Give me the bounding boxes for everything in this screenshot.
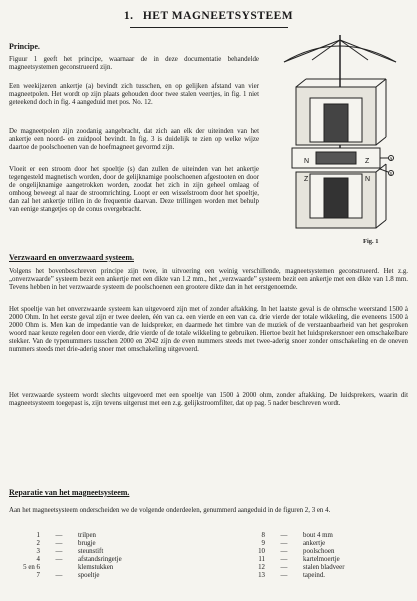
upper-magnet-drawing bbox=[296, 79, 386, 145]
list-item: 2 — brugje bbox=[36, 540, 96, 548]
pole-label-n-right: N bbox=[365, 176, 371, 183]
page-title bbox=[0, 10, 417, 22]
section-heading-reparatie: Reparatie van het magneetsysteem. bbox=[9, 488, 130, 497]
section-heading-principe: Principe. bbox=[9, 42, 40, 51]
list-item: 5 en 6 klemstukken bbox=[23, 564, 114, 572]
title-underline bbox=[130, 27, 288, 28]
list-item: 10 — poolschoen bbox=[258, 548, 335, 556]
parts-column-right bbox=[237, 532, 345, 581]
lower-magnet-drawing bbox=[296, 164, 386, 228]
label-s: s bbox=[389, 171, 392, 177]
list-item: 8 — bout 4 mm bbox=[261, 532, 333, 539]
list-item: 4 — afstandsringetje bbox=[36, 556, 122, 564]
pole-label-n-left: N bbox=[304, 158, 310, 165]
chapter-number: 1. bbox=[123, 10, 134, 22]
paragraph: De magneetpolen zijn zoodanig aangebracht, dat zich aan elk der uiteinden van het ankertje een noord- en zuidpool bevindt. In fig. 3 is duidelijk te zien op welke wijze daartoe de poolschoenen van de hoefmagneet gevormd zijn. bbox=[9, 128, 259, 152]
paragraph: Het spoeltje van het onverzwaarde systeem kan uitgevoerd zijn met of zonder aftakking. In het laatste geval is de ohmsche weerstand 1500 à 2000 Ohm. In het eerste geval zijn er twee deelen, één van ca. een vierde en een van ca. drie vierde der totale wikkeling, die eveneens 1500 à 2000 Ohm is. Men kan de impedantie van de luidspreker, en daarmede het timbre van de muziek of de verstaanbaarheid van het gesproken woord naar keuze regelen door een vierde, drie vierde of de totale wikkeling te gebruiken. Hiertoe bezit het luidsprekersnoer een omschakelbare stekker. Van de typenummers tusschen 2000 en 2042 zijn de even nummers steeds met twee-aderig snoer zonder omschakeling en de oneven nummers steeds met drie-aderig snoer met omschakeling uitgevoerd. bbox=[9, 306, 408, 354]
list-item: 9 — ankertje bbox=[261, 540, 326, 548]
paragraph: Aan het magneetsysteem onderscheiden we de volgende onderdeelen, genummerd aangeduid in de figuren 2, 3 en 4. bbox=[9, 507, 331, 514]
list-item: 11 — kartelmoertje bbox=[258, 556, 340, 564]
paragraph: Een weekijzeren ankertje (a) bevindt zich tusschen, en op gelijken afstand van vier magneetpolen. Het wordt op zijn plaats gehouden door twee stalen veertjes, in fig. 1 niet geteekend doch in fig. 4 aangeduid met pos. No. 12. bbox=[9, 83, 259, 107]
list-item: 7 — spoeltje bbox=[36, 572, 100, 580]
list-item: 3 — steunstift bbox=[36, 548, 104, 556]
list-item: 12 — stalen bladveer bbox=[258, 564, 345, 572]
section-heading-verzwaard: Verzwaard en onverzwaard systeem. bbox=[9, 253, 135, 262]
figure-caption: Fig. 1 bbox=[363, 238, 379, 245]
magnet-system-figure bbox=[264, 32, 414, 262]
list-item: 1 — trilpen bbox=[36, 532, 96, 539]
label-a: a bbox=[389, 156, 393, 163]
pole-label-z-right: Z bbox=[304, 176, 309, 183]
pole-label-z-left: Z bbox=[365, 158, 370, 165]
list-item: 13 — tapeind. bbox=[258, 572, 326, 580]
paragraph: Vloeit er een stroom door het spoeltje (s) dan zullen de uiteinden van het ankertje tegengesteld magnetisch worden, door de gelijknamige poolschoenen afgestooten en door de ongelijknamige aangetrokken worden, zoodat het zich in zijn geheel omlaag of omhoog beweegt al naar de stroomrichting. Loopt er een wisselstroom door het spoeltje, dan zal het ankertje trillen in de frequentie daarvan. Deze trillingen worden met behulp van eenige stangetjes op de conus overgebracht. bbox=[9, 166, 259, 214]
parts-column-left bbox=[12, 532, 122, 581]
paragraph: Figuur 1 geeft het principe, waarnaar de in deze documentatie behandelde magneetsystemen geconstrueerd zijn. bbox=[9, 56, 259, 72]
paragraph: Volgens het bovenbeschreven principe zijn twee, in uitvoering een weinig verschillende, magneetsystemen geconstrueerd. Het z.g. „onverzwaarde” systeem bezit een ankertje met een dikte van 1.2 mm., het „verzwaarde” systeem bezit een ankertje met een dikte van 1.8 mm. Tevens hebben in het verzwaarde systeem de poolschoenen een grootere dikte dan in het eerstgenoemde. bbox=[9, 268, 408, 292]
paragraph: Het verzwaarde systeem wordt slechts uitgevoerd met een spoeltje van 1500 à 2000 ohm, zonder aftakking. De luidsprekers, waarin dit magneetsysteem toegepast is, zijn tevens uitgerust met een z.g. gelijkstroomfilter, dat op pag. 5 nader beschreven wordt. bbox=[9, 392, 408, 408]
chapter-title: HET MAGNEETSYSTEEM bbox=[142, 10, 294, 22]
